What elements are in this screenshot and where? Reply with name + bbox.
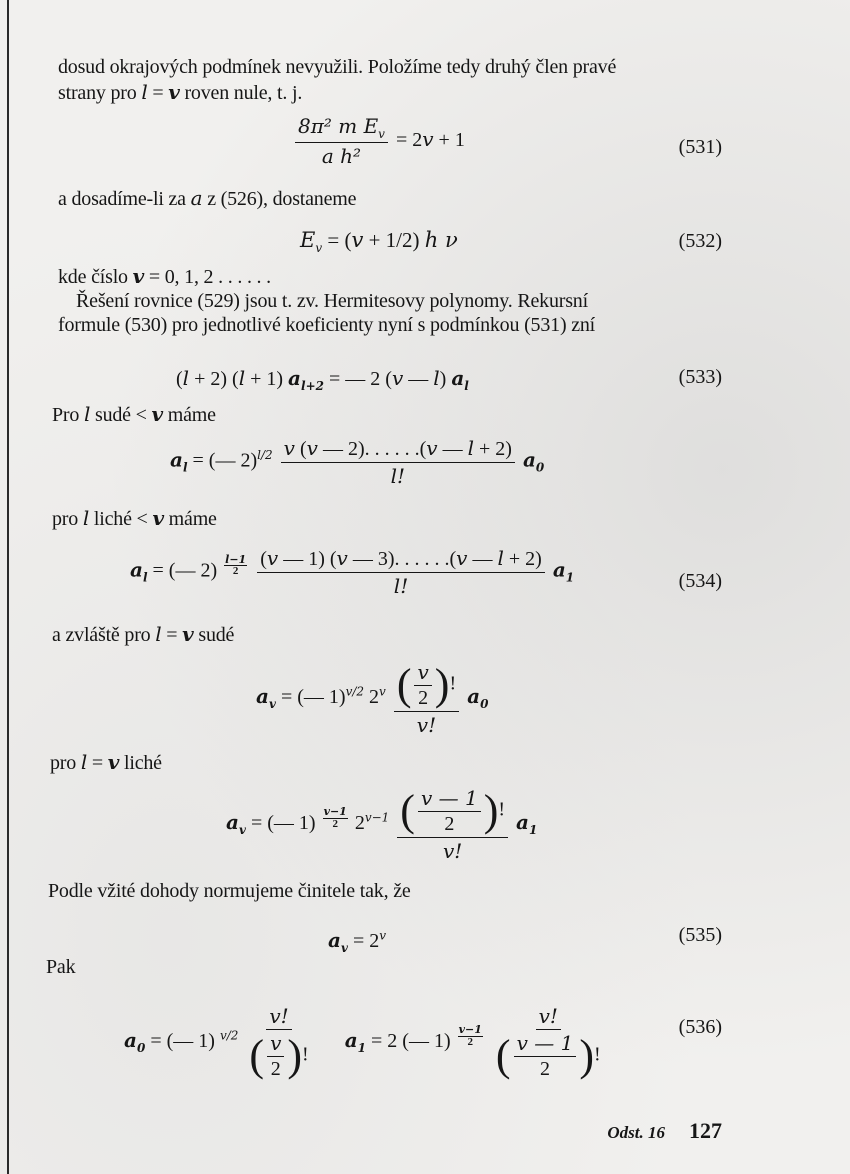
equation-number-533: (533) [678,366,722,388]
text-line-2: strany pro l = v roven nule, t. j. [58,80,303,104]
text-line-12: Pak [46,956,76,978]
text-line-11: Podle vžité dohody normujeme činitele tak, že [48,880,411,902]
scan-edge-line [7,0,9,1174]
text-line-1: dosud okrajových podmínek nevyužili. Položíme tedy druhý člen pravé [58,56,617,78]
text-line-8: pro l liché < v máme [52,506,217,530]
equation-number-532: (532) [678,230,722,252]
text-line-6: formule (530) pro jednotlivé koeficienty nyní s podmínkou (531) zní [58,314,596,336]
equation-531: $\frac{8\pi^2 m E_v}{\text{a h²}}$ = 2v + 1 [292,114,465,168]
equation-533: (l + 2) (l + 1) $a_{l+2}$ = — 2 (v — l) $a_l$ [176,366,469,393]
text-line-3: a dosadíme-li za a z (526), dostaneme [58,186,357,210]
equation-536: $a_0$ = (— 1) $^{v/2}$ v! ( $\frac{v}{2}$ )! $a_1 = 2$ (— 1) $\frac{v-1}{2}$ v! ( $\frac{v — 1}{2}$ )! [124,1004,601,1080]
equation-number-531: (531) [678,136,722,158]
equation-number-535: (535) [678,924,722,946]
equation-even-l: $a_l$ = (— 2)$^{l/2}$ $\frac{v (v — 2). . . . . .(v — l + 2)}{l!}$ $a_0$ [170,436,545,488]
page-footer [607,1118,722,1144]
equation-532: $E_v = (v + 1/2)$ h ν [300,228,458,256]
equation-number-536: (536) [678,1016,722,1038]
text-line-5: Řešení rovnice (529) jsou t. zv. Hermitesovy polynomy. Rekursní [76,290,588,312]
text-line-9: a zvláště pro l = v sudé [52,622,235,646]
text-line-4: kde číslo v = 0, 1, 2 . . . . . . [58,264,271,288]
text-line-10: pro l = v liché [50,750,162,774]
equation-534: $a_l$ = (— 2) $\frac{l-1}{2}$ $\frac{(v — 1) (v — 3). . . . . .(v — l + 2)}{l!}$ $a_1$ [130,546,575,598]
equation-number-534: (534) [678,570,722,592]
section-label: Odst. 16 [607,1123,665,1142]
text-line-7: Pro l sudé < v máme [52,402,216,426]
equation-535: $a_v = 2^v$ [328,928,387,955]
equation-av-odd: $a_v$ = (— 1) $\frac{v-1}{2}$ $2^{v-1}$ ( $\frac{v — 1}{2}$ )! v! $a_1$ [226,786,538,863]
page-number: 127 [689,1118,722,1143]
equation-av-even: $a_v$ = (— 1)$^{v/2}$ 2$^v$ ( $\frac{v}{2}$ )! v! $a_0$ [256,660,489,737]
